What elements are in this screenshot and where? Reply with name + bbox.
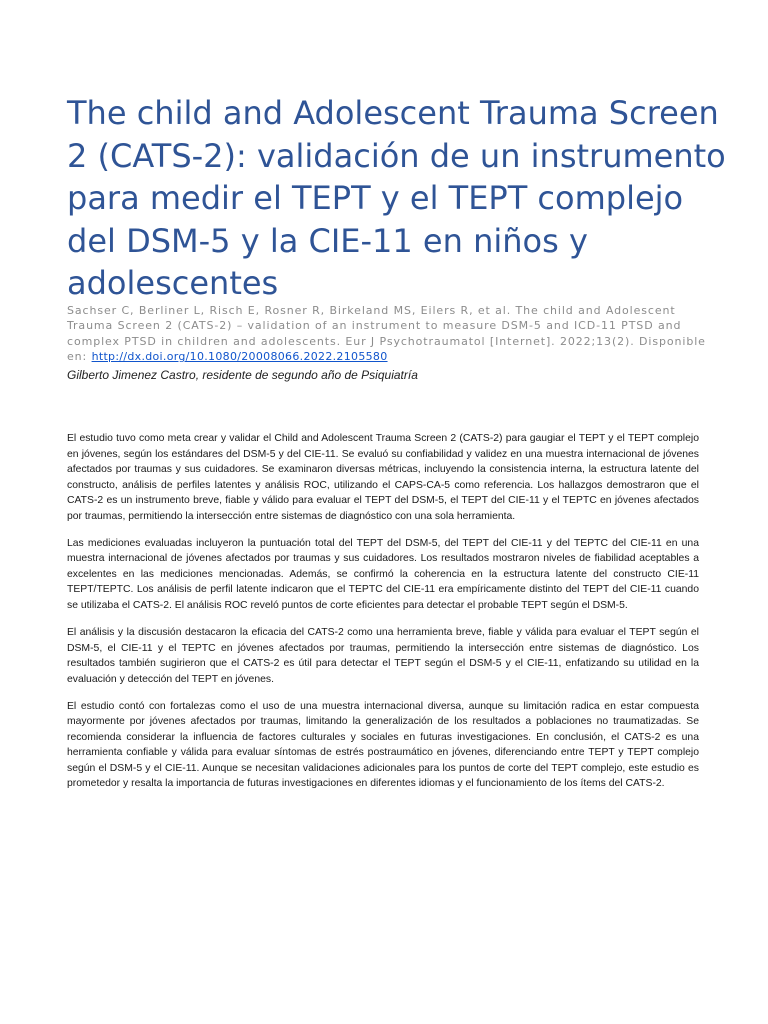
body-paragraph: El estudio tuvo como meta crear y validar el Child and Adolescent Trauma Screen 2 (CATS-2) para gaugiar el TEPT y el TEPT complejo en jóvenes, según los estándares del DSM-5 y del CIE-11. Se evaluó su confiabilidad y validez en una muestra internacional de jóvenes afectados por traumas y sus cuidadores. Se examinaron diversas métricas, incluyendo la consistencia interna, la estructura latente del constructo, análisis de perfiles latentes y análisis ROC, utilizando el CAPS-CA-5 como referencia. Los hallazgos demostraron que el CATS-2 es un instrumento breve, fiable y válido para evaluar el TEPT del DSM-5, el TEPT del CIE-11 y el TEPTC en jóvenes afectados por traumas, permitiendo la intersección entre sistemas de diagnóstico con una sola herramienta. <box>67 433 699 522</box>
body-paragraph: El análisis y la discusión destacaron la eficacia del CATS-2 como una herramienta breve, fiable y válida para evaluar el TEPT según el DSM-5, el CIE-11 y el TEPTC en jóvenes afectados por traumas, permitiendo la intersección entre sistemas de diagnóstico. Los resultados también sugirieron que el CATS-2 es útil para detectar el TEPT según el DSM-5 y el CIE-11, enfatizando su utilidad en la evaluación y detección del TEPT en jóvenes. <box>67 627 699 685</box>
author-line: Gilberto Jimenez Castro, residente de segundo año de Psiquiatría <box>67 368 418 382</box>
document-body <box>67 431 699 803</box>
body-paragraph: El estudio contó con fortalezas como el uso de una muestra internacional diversa, aunque su limitación radica en estar compuesta mayormente por jóvenes afectados por traumas, limitando la generalización de los resultados a poblaciones no traumatizadas. Se recomienda considerar la influencia de factores culturales y sociales en futuras investigaciones. En conclusión, el CATS-2 es una herramienta confiable y válida para evaluar síntomas de estrés postraumático en jóvenes, diferenciando entre TEPT y TEPT complejo según el DSM-5 y el CIE-11. Aunque se necesitan validaciones adicionales para los puntos de corte del TEPT complejo, este estudio es prometedor y resalta la importancia de futuras investigaciones en diferentes idiomas y el funcionamiento de los ítems del CATS-2. <box>67 700 699 790</box>
doi-link[interactable]: http://dx.doi.org/10.1080/20008066.2022.2105580 <box>91 350 388 364</box>
document-title: The child and Adolescent Trauma Screen 2 (CATS-2): validación de un instrumento para medir el TEPT y el TEPT complejo del DSM-5 y la CIE-11 en niños y adolescentes <box>67 94 726 302</box>
citation <box>67 303 707 365</box>
body-paragraph: Las mediciones evaluadas incluyeron la puntuación total del TEPT del DSM-5, del TEPT del CIE-11 y del TEPTC del CIE-11 en una muestra internacional de jóvenes afectados por traumas y sus cuidadores. Los resultados mostraron niveles de fiabilidad aceptables a excelentes en las mediciones mencionadas. Además, se confirmó la coherencia en la estructura latente del constructo CIE-11 TEPT/TEPTC. Los análisis de perfil latente indicaron que el TEPTC del CIE-11 era empíricamente distinto del TEPT del CIE-11 cuando se utilizaba el CATS-2. El análisis ROC reveló puntos de corte eficientes para detectar el probable TEPT según el DSM-5. <box>67 537 699 611</box>
citation-text: Sachser C, Berliner L, Risch E, Rosner R, Birkeland MS, Eilers R, et al. The child and Adolescent Trauma Screen 2 (CATS-2) – validation of an instrument to measure DSM-5 and ICD-11 PTSD and complex PTSD in children and adolescents. Eur J Psychotraumatol [Internet]. 2022;13(2). Disponible en: <box>67 304 706 364</box>
